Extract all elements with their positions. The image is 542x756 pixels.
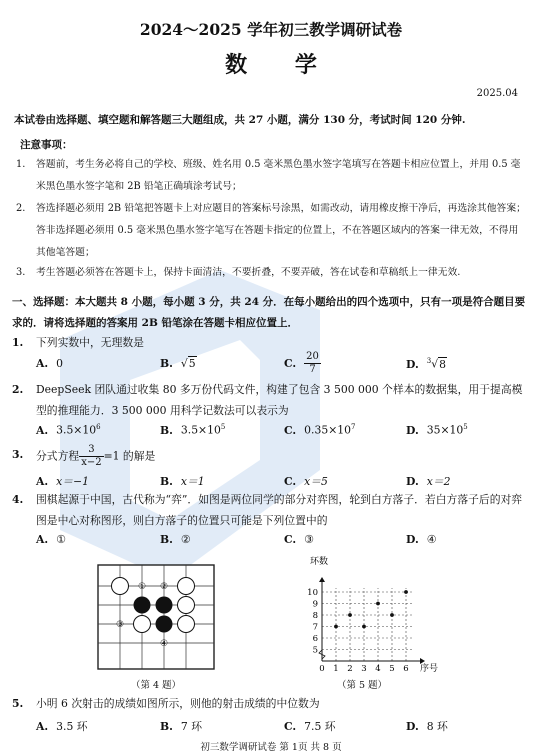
option-text: x＝5 (304, 475, 328, 488)
option-b (160, 474, 205, 489)
question-stem: 小明 6 次射击的成绩如图所示，则他的射击成绩的中位数为 (36, 697, 320, 710)
y-tick-label: 5 (312, 645, 318, 656)
notice-item (16, 262, 528, 284)
option-label: D. (406, 357, 419, 371)
black-stone (156, 616, 173, 633)
x-tick-label: 3 (361, 664, 367, 674)
x-tick-label: 0 (319, 664, 325, 674)
option-label: B. (160, 533, 173, 546)
option-label: D. (406, 423, 419, 437)
option-c (284, 423, 355, 437)
notice-number: 1. (16, 159, 26, 170)
option-label: B. (160, 720, 173, 733)
go-board-figure (96, 563, 216, 671)
question-stem (36, 444, 532, 469)
option-label: A. (36, 475, 49, 488)
option-radicand: 5 (188, 357, 196, 370)
question-number: 5. (12, 697, 24, 710)
option-a (36, 423, 101, 437)
page-footer: 初三数学调研试卷 第 1页 共 8 页 (200, 742, 342, 753)
option-text: 3.5×10 (180, 423, 221, 437)
fraction-denominator: 7 (309, 364, 316, 375)
stem-text: =1 的解是 (103, 449, 156, 463)
option-label: C. (284, 533, 297, 546)
option-label: A. (36, 357, 49, 370)
y-axis-label: 环数 (310, 557, 329, 567)
option-text: 0 (56, 357, 64, 370)
shooting-score-chart (292, 553, 442, 683)
option-text: 3.5×10 (56, 423, 97, 437)
option-text: ② (180, 533, 191, 546)
position-marker: ④ (159, 639, 169, 649)
option-c (284, 719, 336, 734)
option-a (36, 474, 89, 489)
option-d (406, 719, 448, 734)
data-point (362, 625, 366, 629)
white-stone (178, 578, 195, 595)
option-text: x＝−1 (56, 475, 89, 488)
question-stem: DeepSeek 团队通过收集 80 多万份代码文件，构建了包含 3 500 000 个样本的数据集，用于提高模型的推理能力．3 500 000 用科学记数法可以表示为 (36, 383, 523, 417)
option-radicand: 8 (439, 357, 446, 371)
exam-title: 2024～2025 学年初三教学调研试卷 (139, 20, 403, 39)
question-stem: 下列实数中，无理数是 (36, 336, 144, 349)
option-text: ① (56, 533, 66, 546)
option-a (36, 533, 66, 546)
exam-intro: 本试卷由选择题、填空题和解答题三大题组成，共 27 小题，满分 130 分，考试时间 120 分钟. (14, 114, 466, 126)
fraction-numerator: 20 (306, 351, 319, 362)
option-a (36, 719, 88, 734)
x-tick-label: 4 (375, 664, 381, 674)
y-tick-label: 6 (312, 634, 318, 644)
notice-text: 答选择题必须用 2B 铅笔把答题卡上对应题目的答案标号涂黑，如需改动，请用橡皮擦干净后，再选涂其他答案；答非选择题必须用 0.5 毫米黑色墨水签字笔写在答题卡指定的位置上，不在答题区域内的答案一律无效，不得用其他笔答题； (36, 203, 526, 258)
black-stone (134, 597, 151, 614)
option-fraction (304, 351, 321, 376)
section-heading: 一、选择题：本大题共 8 小题，每小题 3 分，共 24 分．在每小题给出的四个选项中，只有一项是符合题目要求的．请将选择题的答案用 2B 铅笔涂在答题卡相应位置上． (12, 296, 526, 329)
question-2 (12, 379, 532, 421)
data-point (348, 613, 352, 617)
notice-text: 答题前，考生务必将自己的学校、班级、姓名用 0.5 毫米黑色墨水签字笔填写在答题卡相应位置上，并用 0.5 毫米黑色墨水签字笔和 2B 铅笔正确填涂考试号； (36, 159, 521, 192)
option-label: B. (160, 357, 173, 370)
position-marker: ② (159, 582, 169, 592)
option-label: D. (406, 533, 419, 546)
x-tick-label: 2 (347, 664, 353, 674)
option-label: C. (284, 423, 297, 437)
option-d: D. $^3$√8 (406, 357, 446, 371)
option-label: C. (284, 475, 297, 488)
option-exponent: 5 (463, 423, 468, 431)
chart-grid (322, 588, 412, 661)
stem-fraction (79, 444, 103, 469)
question-1 (12, 332, 532, 353)
option-text: 35×10 (426, 423, 464, 437)
fraction-denominator: x−2 (81, 457, 102, 468)
option-c (284, 474, 328, 489)
option-label: D. (406, 720, 419, 733)
option-label: B. (160, 423, 173, 437)
notice-item (16, 198, 528, 264)
option-b (160, 533, 191, 546)
y-axis-arrow (319, 577, 325, 582)
exam-subject: 数 学 (225, 52, 337, 78)
y-tick-label: 8 (312, 611, 318, 621)
position-marker: ① (137, 582, 147, 592)
x-tick-label: 1 (333, 664, 339, 674)
white-stone (178, 616, 195, 633)
option-text: 7.5 环 (304, 720, 336, 733)
notice-item (16, 154, 528, 198)
notice-number: 2. (16, 203, 26, 214)
option-a (36, 357, 63, 370)
question-number: 4. (12, 493, 24, 506)
x-axis-label: 序号 (420, 664, 439, 674)
question-number: 3. (12, 448, 24, 461)
y-tick-label: 7 (312, 622, 318, 633)
figure-5-caption: （第 5 题） (336, 680, 388, 691)
option-label: A. (36, 533, 49, 546)
position-marker: ③ (115, 620, 125, 630)
data-point (334, 625, 338, 629)
option-label: A. (36, 423, 49, 437)
chart-points (334, 590, 408, 628)
notice-number: 3. (16, 267, 26, 278)
option-exponent: 5 (220, 423, 226, 431)
option-d (406, 533, 436, 546)
option-b: B. √5 (160, 357, 196, 370)
option-b (160, 423, 225, 437)
question-5 (12, 693, 532, 714)
option-text: 3.5 环 (56, 720, 88, 733)
question-3 (12, 444, 532, 469)
data-point (376, 602, 380, 606)
option-text: ③ (304, 533, 314, 546)
figure-4-caption: （第 4 题） (130, 680, 182, 691)
option-text: x＝2 (426, 475, 451, 488)
option-d (406, 474, 451, 489)
option-c (284, 351, 321, 376)
option-text: ④ (426, 533, 437, 546)
option-d (406, 423, 468, 437)
option-b (160, 719, 202, 734)
x-tick-label: 5 (389, 664, 395, 674)
white-stone (178, 597, 195, 614)
option-c (284, 533, 314, 546)
option-exponent: 6 (96, 423, 101, 431)
fraction-numerator: 3 (79, 444, 103, 457)
data-point (404, 590, 408, 594)
white-stone (134, 616, 151, 633)
option-exponent: 7 (351, 423, 356, 431)
white-stone (112, 578, 129, 595)
question-number: 2. (12, 383, 24, 396)
data-point (390, 613, 394, 617)
black-stone (156, 597, 173, 614)
stem-text: 分式方程 (36, 449, 80, 463)
notice-text: 考生答题必须答在答题卡上，保持卡面清洁，不要折叠，不要弄破，答在试卷和草稿纸上一律无效. (36, 267, 461, 278)
root-index: 3 (426, 357, 432, 365)
option-text: x＝1 (180, 475, 205, 488)
option-label: A. (36, 720, 49, 733)
option-text: 0.35×10 (304, 423, 351, 437)
option-label: B. (160, 475, 173, 488)
option-label: C. (284, 356, 297, 370)
option-label: D. (406, 475, 419, 488)
notice-heading: 注意事项： (20, 139, 73, 151)
option-text: 8 环 (426, 720, 448, 733)
y-tick-label: 9 (312, 599, 318, 610)
y-tick-label: 10 (307, 588, 318, 598)
question-4 (12, 489, 532, 531)
chart-axes (319, 577, 425, 664)
exam-date: 2025.04 (476, 88, 518, 99)
question-number: 1. (12, 336, 24, 349)
option-text: 7 环 (180, 720, 202, 733)
x-tick-label: 6 (403, 664, 409, 674)
question-stem: 围棋起源于中国，古代称为“弈”．如图是两位同学的部分对弈图，轮到白方落子．若白方落子后的对弈图是中心对称图形，则白方落子的位置只可能是下列位置中的 (36, 493, 523, 527)
option-label: C. (284, 720, 297, 733)
